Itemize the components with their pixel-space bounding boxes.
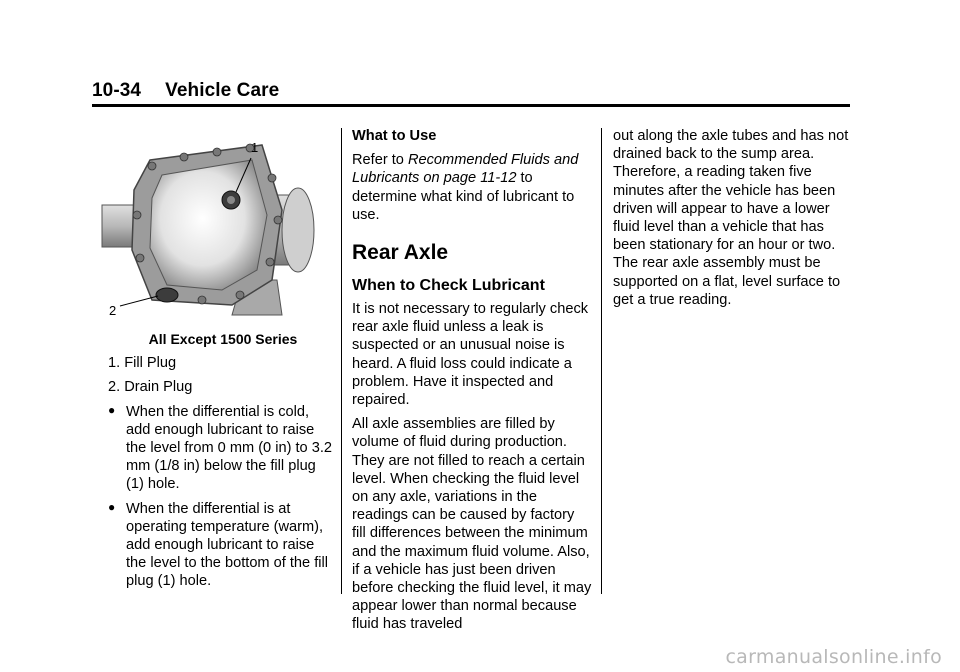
page-number: 10-34: [92, 80, 142, 101]
bullet-dot: ●: [108, 499, 116, 514]
watermark: carmanualsonline.info: [725, 646, 942, 668]
column-divider: [601, 128, 602, 594]
paragraph: All axle assemblies are filled by volume of fluid during production. They are not filled to reach a certain level. When checking the fluid level on any axle, variations in the readings can be caused by factory fill differences between the minimum and the maximum fluid volume. Also, if a vehicle has just been driven before checking the fluid level, it may appear lower than normal because fluid has traveled: [352, 416, 592, 633]
column-2: [352, 127, 592, 634]
paragraph: out along the axle tubes and has not drained back to the sump area. Therefore, a reading taken five minutes after the vehicle has been driven will appear to have a lower fluid level than a vehicle that has been stationary for an hour or two. The rear axle assembly must be supported on a flat, level surface to get a true reading.: [613, 128, 849, 308]
column-1: [108, 126, 334, 591]
bullet-text: When the differential is cold, add enough lubricant to raise the level from 0 mm (0 in) to 3.2 mm (1/8 in) below the fill plug (1) hole.: [126, 403, 333, 493]
rear-axle-heading: Rear Axle: [352, 241, 449, 265]
callout-1: 1: [251, 140, 259, 155]
header-rule: [92, 104, 850, 107]
figure-caption: All Except 1500 Series: [148, 331, 298, 347]
paragraph: It is not necessary to regularly check rear axle fluid unless a leak is suspected or an unusual noise is heard. A fluid loss could indicate a problem. Have it inspected and repaired.: [352, 301, 589, 409]
rear-axle-illustration: [109, 130, 334, 320]
page-header: [92, 80, 279, 102]
column-3: [613, 127, 853, 309]
drain-plug-label: 2. Drain Plug: [108, 379, 193, 396]
section-title: Vehicle Care: [165, 80, 280, 101]
column-divider: [341, 128, 342, 594]
bullet-item: [108, 403, 334, 494]
fill-plug-label: 1. Fill Plug: [108, 355, 177, 372]
callout-2: 2: [109, 303, 117, 318]
bullet-dot: ●: [108, 402, 116, 417]
what-to-use-heading: What to Use: [352, 128, 437, 144]
cross-reference-link[interactable]: Recommended Fluids and Lubricants on page 11-12: [352, 152, 579, 187]
refer-paragraph: Refer to Recommended Fluids and Lubricants on page 11-12 to determine what kind of lubricant to use.: [352, 152, 579, 223]
when-to-check-heading: When to Check Lubricant: [352, 277, 545, 295]
bullet-text: When the differential is at operating temperature (warm), add enough lubricant to raise the level to the bottom of the fill plug (1) hole.: [126, 500, 328, 590]
bullet-item: [108, 500, 334, 591]
